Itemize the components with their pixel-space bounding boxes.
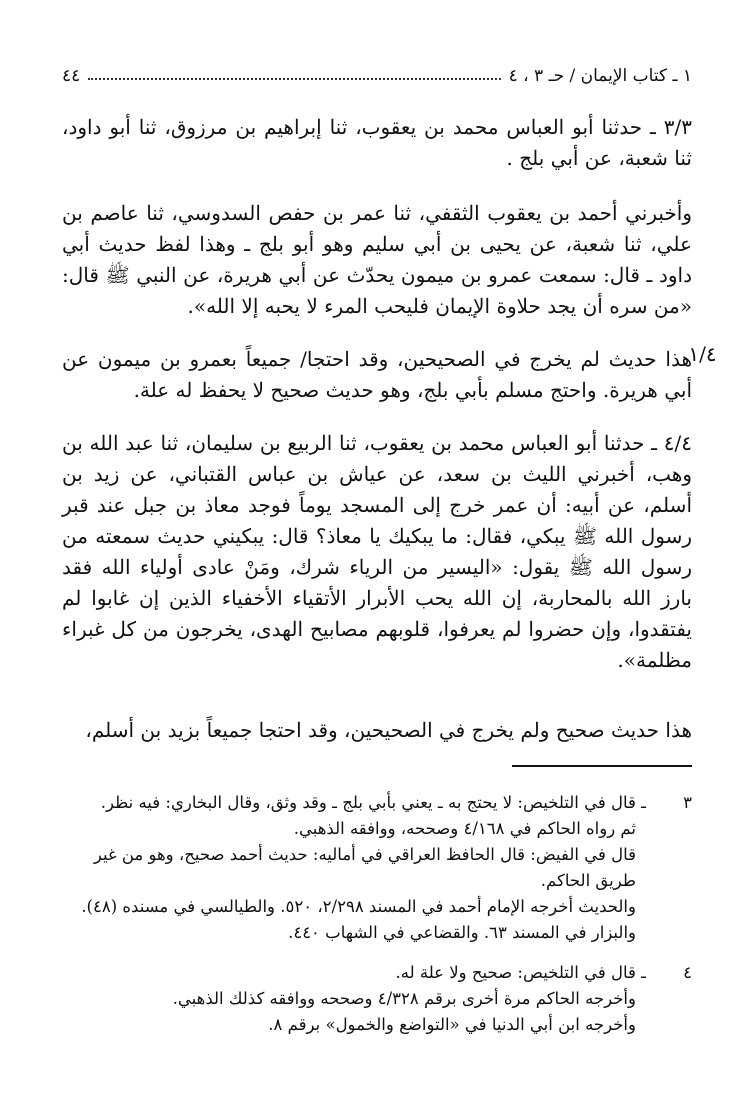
paragraph: ٤/٤ ـ حدثنا أبو العباس محمد بن يعقوب، ثنا الربيع بن سليمان، ثنا عبد الله بن وهب، أخبرني الليث بن سعد، عن عياش بن عباس القتباني، عن زيد بن أسلم، عن أبيه: أن عمر خرج إلى المسجد يوماً فوجد معاذ بن جبل عند قبر رسول الله ﷺ يبكي، فقال: ما يبكيك يا معاذ؟ قال: يبكيني حديث سمعته من رسول الله ﷺ يقول: «اليسير من الرياء شرك، ومَنْ عادى أولياء الله فقد بارز الله بالمحاربة، إن الله يحب الأبرار الأتقياء الأخفياء الذين إن غابوا لم يفتقدوا، وإن حضروا لم يعرفوا، قلوبهم مصابيح الهدى، يخرجون من كل غبراء مظلمة». [62, 431, 692, 672]
page-header [62, 58, 692, 86]
footnote-4 [62, 960, 692, 1038]
footnote-body [62, 960, 646, 1038]
footnote-line: قال في الفيض: قال الحافظ العراقي في أماليه: حديث أحمد صحيح، وهو من غير طريق الحاكم. [93, 845, 636, 890]
footnote-number: ٤ [683, 963, 692, 982]
footnote-line: ـ قال في التلخيص: صحيح ولا علة له. [395, 963, 646, 982]
paragraph: ٣/٣ ـ حدثنا أبو العباس محمد بن يعقوب، ثنا إبراهيم بن مرزوق، ثنا أبو داود، ثنا شعبة، عن أبي بلج . [62, 115, 692, 170]
hadith-4-text [62, 428, 692, 676]
footnote-line: وأخرجه ابن أبي الدنيا في «التواضع والخمول» برقم ٨. [268, 1015, 636, 1034]
footnote-separator [512, 765, 692, 767]
footnote-line: ثم رواه الحاكم في ٤/١٦٨ وصححه، ووافقه الذهبي. [293, 819, 636, 838]
marginal-volume-page-note: ١/٤ [688, 342, 717, 366]
hadith-3-isnad [62, 112, 692, 174]
footnote-number: ٣ [683, 793, 692, 812]
footnote-3 [62, 790, 692, 946]
footnote-line: ـ قال في التلخيص: لا يحتج به ـ يعني بأبي بلج ـ وقد وثق، وقال البخاري: فيه نظر. [100, 793, 646, 812]
footnote-line: والحديث أخرجه الإمام أحمد في المسند ٢/٢٩٨، ٥٢٠. والطيالسي في مسنده (٤٨). والبزار في المسند ٦٣. والقضاعي في الشهاب ٤٤٠. [81, 897, 636, 942]
page-number: ٤٤ [62, 66, 81, 86]
hadith-3-commentary [62, 344, 692, 406]
running-title: ١ ـ كتاب الإيمان / حـ ٣ ، ٤ [508, 66, 692, 86]
paragraph: هذا حديث لم يخرج في الصحيحين، وقد احتجا/ جميعاً بعمرو بن ميمون عن أبي هريرة. واحتج مسلم بأبي بلج، وهو حديث صحيح لا يحفظ له علة. [62, 347, 692, 402]
footnote-line: وأخرجه الحاكم مرة أخرى برقم ٤/٣٢٨ وصححه ووافقه كذلك الذهبي. [172, 989, 636, 1008]
hadith-3-text [62, 198, 692, 322]
header-dot-leader [88, 77, 500, 80]
paragraph: وأخبرني أحمد بن يعقوب الثقفي، ثنا عمر بن حفص السدوسي، ثنا عاصم بن علي، ثنا شعبة، عن يحيى بن أبي سليم وهو أبو بلج ـ وهذا لفظ حديث أبي داود ـ قال: سمعت عمرو بن ميمون يحدّث عن أبي هريرة، عن النبي ﷺ قال: «من سره أن يجد حلاوة الإيمان فليحب المرء لا يحبه إلا الله». [62, 201, 692, 318]
paragraph: هذا حديث صحيح ولم يخرج في الصحيحين، وقد احتجا جميعاً بزيد بن أسلم، [85, 718, 692, 742]
hadith-4-commentary [62, 715, 692, 746]
footnote-body [62, 790, 646, 946]
